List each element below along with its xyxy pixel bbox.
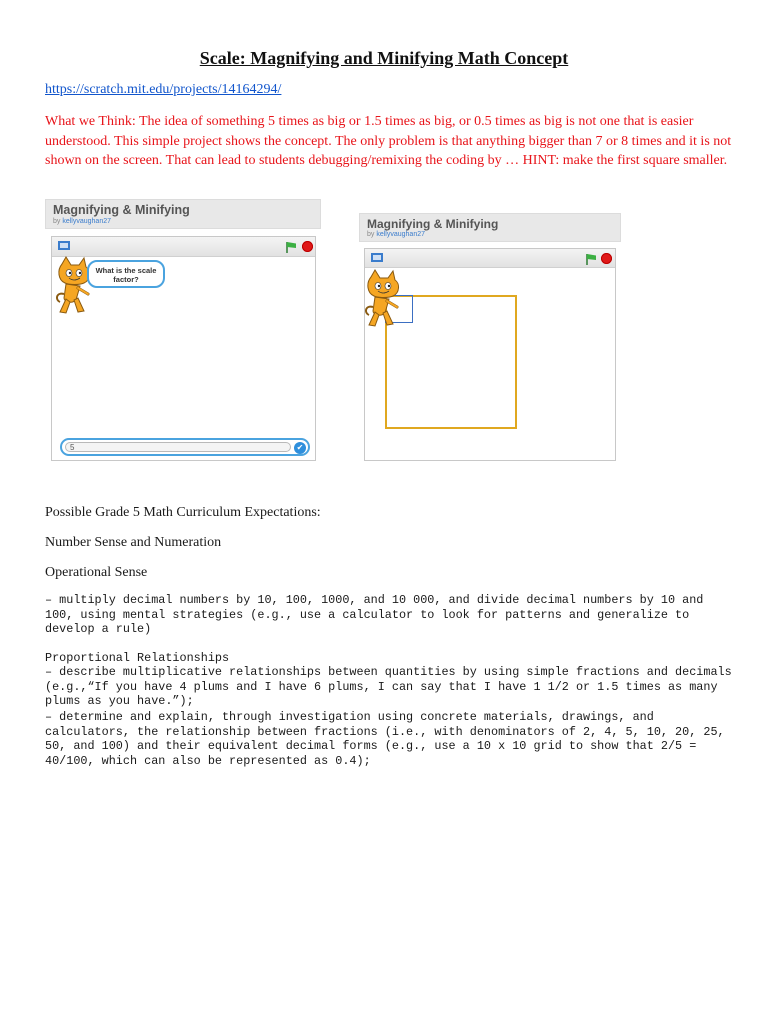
answer-input[interactable]: 5 [65, 442, 291, 452]
green-flag-icon[interactable] [284, 240, 298, 254]
author-link[interactable]: kellyvaughan27 [62, 218, 111, 225]
fullscreen-icon[interactable] [58, 241, 70, 250]
check-icon[interactable]: ✔ [294, 442, 306, 454]
scratch-screenshot-left [45, 199, 321, 464]
stop-icon[interactable] [601, 253, 612, 264]
scratch-cat-sprite [363, 269, 405, 329]
project-link[interactable]: https://scratch.mit.edu/projects/14164294/ [45, 82, 282, 97]
project-title: Magnifying & Minifying [367, 217, 499, 231]
project-byline [367, 231, 425, 238]
speech-bubble: What is the scale factor? [87, 260, 165, 288]
answer-box [60, 438, 310, 456]
document-title: Scale: Magnifying and Minifying Math Concept [199, 48, 569, 68]
strand-heading: Number Sense and Numeration [45, 535, 222, 550]
fullscreen-icon[interactable] [371, 253, 383, 262]
byline-prefix: by [367, 231, 377, 238]
green-flag-icon[interactable] [584, 252, 598, 266]
stop-icon[interactable] [302, 241, 313, 252]
stage [51, 236, 316, 461]
author-link[interactable]: kellyvaughan27 [376, 231, 425, 238]
project-byline [53, 218, 111, 225]
intro-paragraph: What we Think: The idea of something 5 times as big or 1.5 times as big, or 0.5 times as big is not one that is easier understood. This simple project shows the concept. The only problem is that anything bigger than 7 or 8 times and it is not shown on the screen. That can lead to students debugging/remixing the coding by … HINT: make the first square smaller. [45, 114, 732, 168]
stage-toolbar [52, 237, 315, 257]
proportional-expectation-1: – describe multiplicative relationships between quantities by using simple fractions and decimals (e.g.,“If you have 4 plums and I have 6 plums, I can say that I have 1 1/2 or 1.5 times as many plums as you have.”); [45, 665, 739, 709]
scratch-screenshot-right [359, 213, 621, 465]
proportional-heading: Proportional Relationships [45, 651, 230, 665]
curriculum-heading: Possible Grade 5 Math Curriculum Expectations: [45, 505, 321, 520]
operational-sense-heading: Operational Sense [45, 565, 148, 580]
operational-expectation: – multiply decimal numbers by 10, 100, 1000, and 10 000, and divide decimal numbers by 10 and 100, using mental strategies (e.g., use a calculator to look for patterns and generalize to develop a rule) [45, 593, 711, 637]
project-title: Magnifying & Minifying [53, 203, 190, 217]
stage [364, 248, 616, 461]
stage-toolbar [365, 249, 615, 268]
proportional-expectation-2: – determine and explain, through investigation using concrete materials, drawings, and calculators, the relationship between fractions (i.e., with denominators of 2, 4, 5, 10, 20, 25, 50, and 100) and their equivalent decimal forms (e.g., use a 10 x 10 grid to show that 2/5 = 40/100, which can also be represented as 0.4); [45, 710, 732, 768]
byline-prefix: by [53, 218, 63, 225]
